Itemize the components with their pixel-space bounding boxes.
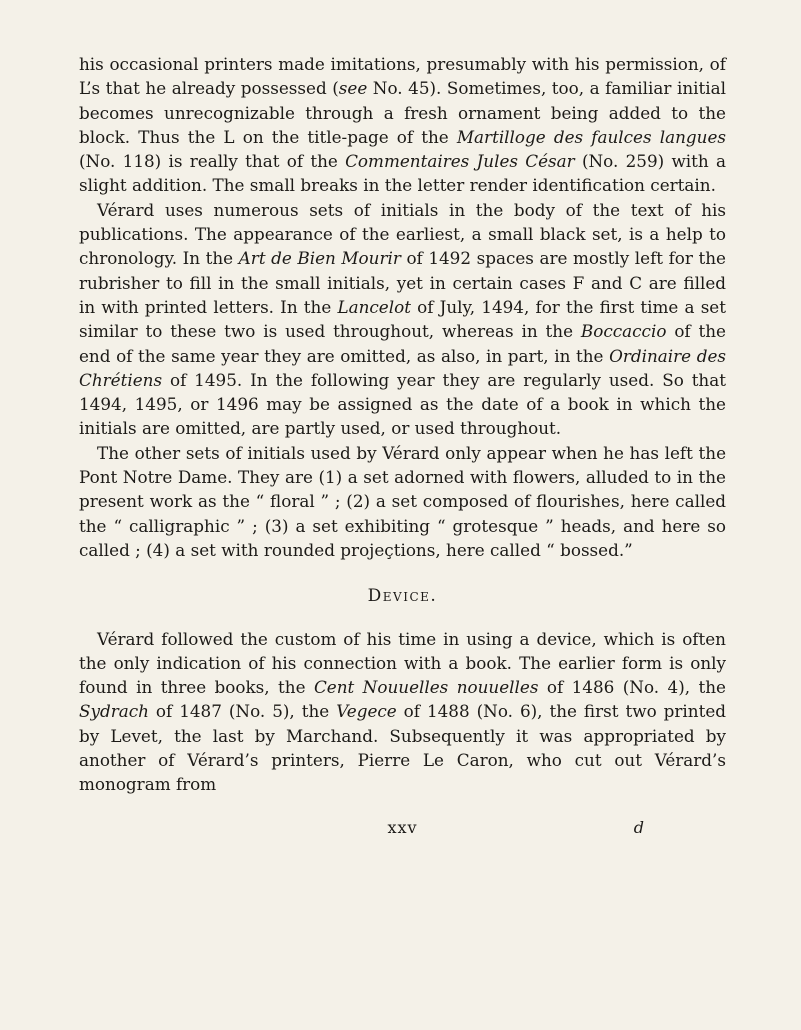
section-heading: Device.: [367, 586, 438, 607]
italic-title: Art de Bien Mourir: [238, 248, 401, 269]
text-run: of 1487 (No. 5), the: [148, 701, 337, 722]
text-run: of July, 1494, for the first time a set similar to these two is used throughout, whereas in the: [79, 296, 726, 342]
italic-title: Lancelot: [337, 296, 411, 317]
italic-title: Martilloge des faulces langues: [456, 126, 726, 147]
text-run: his occasional printers made imitations, presumably with his permission, of L’s that he already possessed (: [79, 54, 726, 99]
italic-title: Commentaires Jules César: [345, 151, 575, 172]
signature-mark: d: [633, 818, 644, 837]
text-run: The other sets of initials used by Vérard only appear when he has left the Pont Notre Dame. They are (1) a set adorned with flowers, alluded to in the present work as the “ floral ” ; (2) a set composed of flourishes, here called the “ calligraphic ” ; (3) a set exhibiting “ grotesque ” heads, and here so called ; (4) a set with rounded projeçtions, here called “ bossed.”: [79, 442, 726, 560]
text-run: (No. 118) is really that of the: [79, 151, 346, 172]
italic-title: Boccaccio: [580, 321, 667, 342]
italic-title: Sydrach: [79, 701, 149, 722]
text-run: Vérard followed the custom of his time in using a device, which is often the only indication of his connection with a book. The earlier form is only found in three books, the: [79, 628, 726, 698]
italic-title: Cent Nouuelles nouuelles: [313, 677, 539, 698]
italic-title: see: [338, 78, 368, 99]
text-run: No. 45). Sometimes, too, a familiar initial becomes unrecognizable through a fresh ornament being added to the block. Thus the L on the title-page of the: [79, 78, 726, 147]
page-folio: xxv: [387, 818, 418, 837]
paragraph: [79, 198, 726, 441]
text-run: of 1492 spaces are mostly left for the rubrisher to fill in the small initials, yet in certain cases F and C are filled in with printed letters. In the: [79, 248, 726, 317]
paragraphs-after-heading: [79, 627, 726, 797]
text-run: Vérard uses numerous sets of initials in the body of the text of his publications. The appearance of the earliest, a small black set, is a help to chronology. In the: [79, 199, 726, 269]
text-run: of 1486 (No. 4), the: [538, 677, 726, 698]
paragraph: [79, 52, 726, 198]
body-text: [79, 52, 726, 797]
italic-title: Ordinaire des Chrétiens: [79, 345, 726, 390]
paragraphs-before-heading: [79, 52, 726, 562]
text-run: of the end of the same year they are omitted, as also, in part, in the: [79, 321, 726, 366]
paragraph: [79, 441, 726, 562]
text-run: (No. 259) with a slight addition. The small breaks in the letter render identification certain.: [79, 151, 727, 196]
text-run: of 1495. In the following year they are regularly used. So that 1494, 1495, or 1496 may be assigned as the date of a book in which the initials are omitted, are partly used, or used throughout.: [79, 369, 726, 439]
text-run: of 1488 (No. 6), the first two printed by Levet, the last by Marchand. Subsequently it was appropriated by another of Vérard’s printers, Pierre Le Caron, who cut out Vérard’s monogram from: [79, 701, 726, 795]
paragraph: [79, 627, 726, 797]
italic-title: Vegece: [336, 701, 397, 722]
page-footer: [79, 818, 726, 842]
